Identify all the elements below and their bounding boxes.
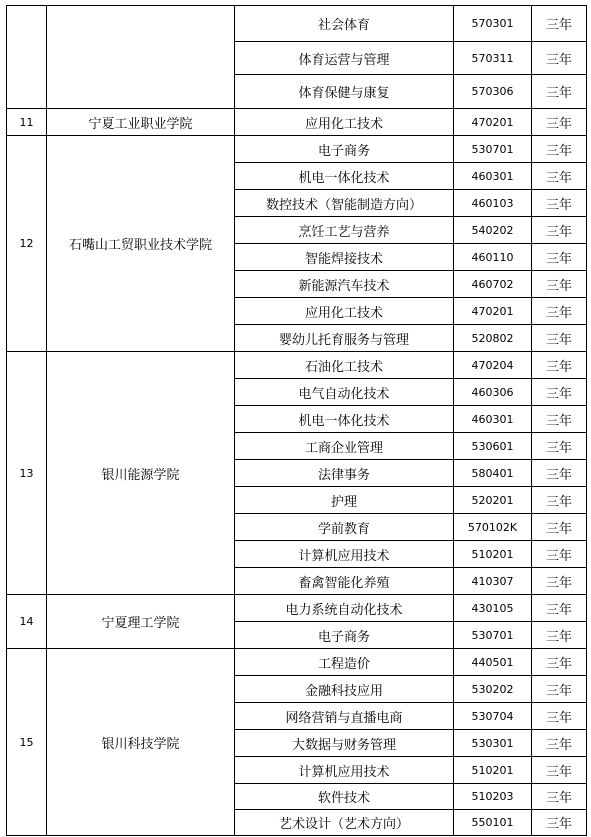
major-code: 460301 (454, 163, 532, 190)
major-name: 畜禽智能化养殖 (235, 568, 454, 595)
major-code: 470201 (454, 298, 532, 325)
major-code: 520201 (454, 487, 532, 514)
school-name: 宁夏工业职业学院 (47, 109, 235, 136)
major-name: 机电一体化技术 (235, 163, 454, 190)
major-name: 应用化工技术 (235, 109, 454, 136)
major-code: 580401 (454, 460, 532, 487)
study-duration: 三年 (532, 190, 587, 217)
study-duration: 三年 (532, 136, 587, 163)
study-duration: 三年 (532, 244, 587, 271)
major-code: 460301 (454, 406, 532, 433)
major-code: 530701 (454, 136, 532, 163)
study-duration: 三年 (532, 109, 587, 136)
table-row (7, 109, 587, 136)
major-code: 530601 (454, 433, 532, 460)
major-name: 计算机应用技术 (235, 541, 454, 568)
study-duration: 三年 (532, 514, 587, 541)
major-name: 电气自动化技术 (235, 379, 454, 406)
major-name: 电子商务 (235, 622, 454, 649)
study-duration: 三年 (532, 649, 587, 676)
major-code: 440501 (454, 649, 532, 676)
study-duration: 三年 (532, 271, 587, 298)
major-code: 550101 (454, 810, 532, 836)
major-name: 烹饪工艺与营养 (235, 217, 454, 244)
major-name: 电力系统自动化技术 (235, 595, 454, 622)
major-name: 体育保健与康复 (235, 75, 454, 109)
school-name: 石嘴山工贸职业技术学院 (47, 136, 235, 352)
major-code: 530202 (454, 676, 532, 703)
row-index: 11 (7, 109, 47, 136)
major-code: 430105 (454, 595, 532, 622)
study-duration: 三年 (532, 784, 587, 810)
major-name: 新能源汽车技术 (235, 271, 454, 298)
major-name: 社会体育 (235, 6, 454, 42)
major-name: 学前教育 (235, 514, 454, 541)
study-duration: 三年 (532, 163, 587, 190)
row-index: 15 (7, 649, 47, 836)
study-duration: 三年 (532, 595, 587, 622)
study-duration: 三年 (532, 460, 587, 487)
study-duration: 三年 (532, 676, 587, 703)
enrollment-table (6, 5, 587, 836)
major-name: 婴幼儿托育服务与管理 (235, 325, 454, 352)
major-code: 530701 (454, 622, 532, 649)
major-code: 510203 (454, 784, 532, 810)
major-name: 数控技术（智能制造方向） (235, 190, 454, 217)
study-duration: 三年 (532, 433, 587, 460)
study-duration: 三年 (532, 622, 587, 649)
major-name: 体育运营与管理 (235, 42, 454, 75)
school-name: 银川能源学院 (47, 352, 235, 595)
major-name: 工程造价 (235, 649, 454, 676)
major-name: 网络营销与直播电商 (235, 703, 454, 730)
school-name: 宁夏理工学院 (47, 595, 235, 649)
major-code: 570102K (454, 514, 532, 541)
major-code: 460702 (454, 271, 532, 298)
study-duration: 三年 (532, 6, 587, 42)
major-name: 应用化工技术 (235, 298, 454, 325)
major-code: 460103 (454, 190, 532, 217)
major-code: 460306 (454, 379, 532, 406)
study-duration: 三年 (532, 406, 587, 433)
table-row (7, 595, 587, 622)
major-code: 570306 (454, 75, 532, 109)
major-name: 机电一体化技术 (235, 406, 454, 433)
major-name: 软件技术 (235, 784, 454, 810)
major-code: 470204 (454, 352, 532, 379)
major-name: 护理 (235, 487, 454, 514)
major-name: 计算机应用技术 (235, 757, 454, 784)
school-name: 银川科技学院 (47, 649, 235, 836)
major-code: 570301 (454, 6, 532, 42)
major-code: 540202 (454, 217, 532, 244)
study-duration: 三年 (532, 298, 587, 325)
row-index: 13 (7, 352, 47, 595)
row-index: 14 (7, 595, 47, 649)
study-duration: 三年 (532, 75, 587, 109)
major-name: 石油化工技术 (235, 352, 454, 379)
study-duration: 三年 (532, 703, 587, 730)
major-code: 570311 (454, 42, 532, 75)
major-code: 530301 (454, 730, 532, 757)
major-code: 530704 (454, 703, 532, 730)
major-code: 470201 (454, 109, 532, 136)
major-name: 智能焊接技术 (235, 244, 454, 271)
major-name: 法律事务 (235, 460, 454, 487)
row-index: 12 (7, 136, 47, 352)
study-duration: 三年 (532, 352, 587, 379)
table-row (7, 136, 587, 163)
study-duration: 三年 (532, 757, 587, 784)
major-code: 460110 (454, 244, 532, 271)
study-duration: 三年 (532, 541, 587, 568)
major-code: 520802 (454, 325, 532, 352)
major-code: 510201 (454, 757, 532, 784)
table-row (7, 649, 587, 676)
table-body (7, 6, 587, 836)
row-index (7, 6, 47, 109)
major-name: 工商企业管理 (235, 433, 454, 460)
major-name: 艺术设计（艺术方向） (235, 810, 454, 836)
study-duration: 三年 (532, 325, 587, 352)
table-row (7, 352, 587, 379)
major-name: 电子商务 (235, 136, 454, 163)
school-name (47, 6, 235, 109)
study-duration: 三年 (532, 379, 587, 406)
major-code: 410307 (454, 568, 532, 595)
study-duration: 三年 (532, 487, 587, 514)
study-duration: 三年 (532, 810, 587, 836)
study-duration: 三年 (532, 42, 587, 75)
study-duration: 三年 (532, 730, 587, 757)
table-row (7, 6, 587, 42)
major-name: 大数据与财务管理 (235, 730, 454, 757)
study-duration: 三年 (532, 568, 587, 595)
major-code: 510201 (454, 541, 532, 568)
study-duration: 三年 (532, 217, 587, 244)
major-name: 金融科技应用 (235, 676, 454, 703)
